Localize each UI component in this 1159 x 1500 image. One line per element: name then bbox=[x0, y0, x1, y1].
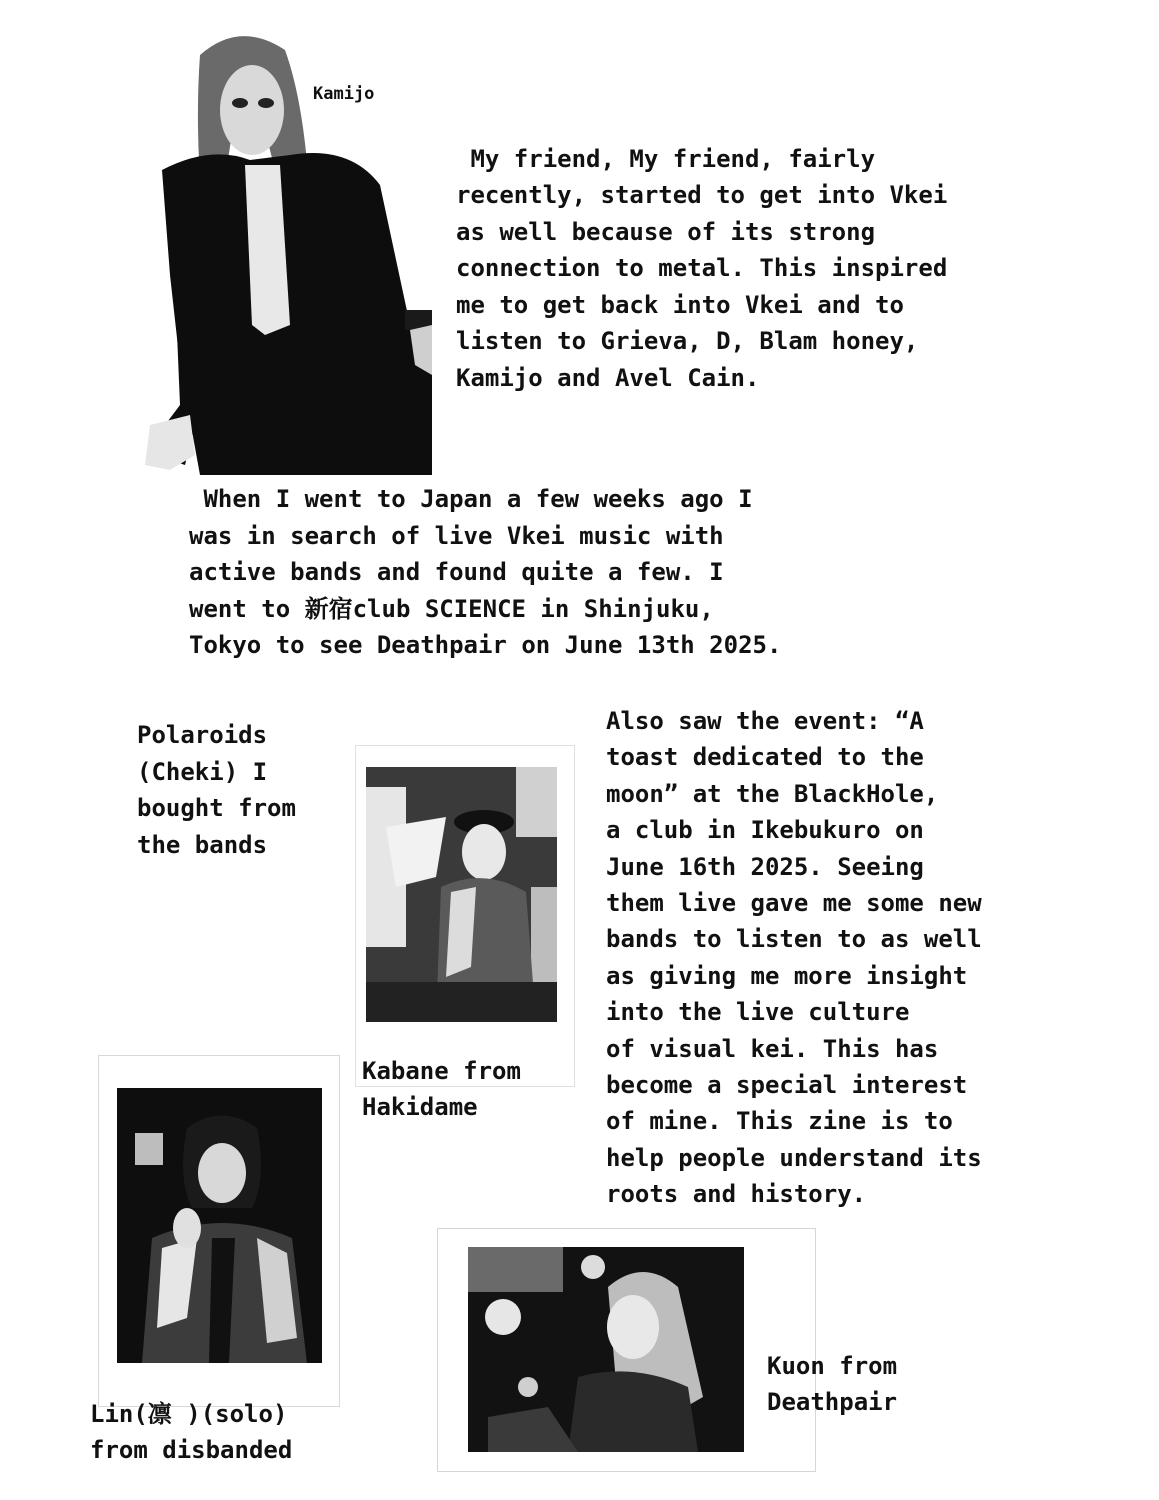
kabane-cheki-photo bbox=[366, 767, 557, 1022]
text-line: me to get back into Vkei and to bbox=[456, 291, 904, 319]
kamijo-caption: Kamijo bbox=[313, 84, 375, 104]
text-line: bought from bbox=[137, 794, 296, 822]
text-line: Deathpair bbox=[767, 1388, 898, 1416]
text-line: Lin(凛 )(solo) bbox=[90, 1400, 288, 1428]
text-line: as well because of its strong bbox=[456, 218, 876, 246]
text-line: roots and history. bbox=[606, 1180, 867, 1208]
text-line: Kamijo and Avel Cain. bbox=[456, 364, 760, 392]
kuon-cheki-photo bbox=[468, 1247, 744, 1452]
text-line: them live gave me some new bbox=[606, 889, 982, 917]
text-line: Also saw the event: “A bbox=[606, 707, 924, 735]
text-line: When I went to Japan a few weeks ago I bbox=[189, 485, 753, 513]
text-line: the bands bbox=[137, 831, 268, 859]
text-line: moon” at the BlackHole, bbox=[606, 780, 939, 808]
text-line: listen to Grieva, D, Blam honey, bbox=[456, 327, 919, 355]
text-line: from disbanded bbox=[90, 1436, 293, 1464]
text-line: of mine. This zine is to bbox=[606, 1107, 953, 1135]
text-line: Kabane from bbox=[362, 1057, 521, 1085]
text-line: bands to listen to as well bbox=[606, 925, 982, 953]
text-line: as giving me more insight bbox=[606, 962, 968, 990]
text-line: Polaroids bbox=[137, 721, 268, 749]
text-line: (Cheki) I bbox=[137, 758, 268, 786]
text-line: a club in Ikebukuro on bbox=[606, 816, 924, 844]
text-line: was in search of live Vkei music with bbox=[189, 522, 724, 550]
lin-cheki-photo bbox=[117, 1088, 322, 1363]
text-line: become a special interest bbox=[606, 1071, 968, 1099]
text-line: Hakidame bbox=[362, 1093, 478, 1121]
kamijo-photo bbox=[140, 25, 432, 475]
text-line: connection to metal. This inspired bbox=[456, 254, 948, 282]
text-line: recently, started to get into Vkei bbox=[456, 181, 948, 209]
text-line: went to 新宿club SCIENCE in Shinjuku, bbox=[189, 595, 714, 623]
text-line: of visual kei. This has bbox=[606, 1035, 939, 1063]
text-line: help people understand its bbox=[606, 1144, 982, 1172]
text-line: Tokyo to see Deathpair on June 13th 2025. bbox=[189, 631, 782, 659]
text-line: June 16th 2025. Seeing bbox=[606, 853, 924, 881]
text-line: toast dedicated to the bbox=[606, 743, 924, 771]
text-line: into the live culture bbox=[606, 998, 910, 1026]
text-line: My friend, My friend, fairly bbox=[456, 145, 876, 173]
text-line: active bands and found quite a few. I bbox=[189, 558, 724, 586]
text-line: Kuon from bbox=[767, 1352, 898, 1380]
